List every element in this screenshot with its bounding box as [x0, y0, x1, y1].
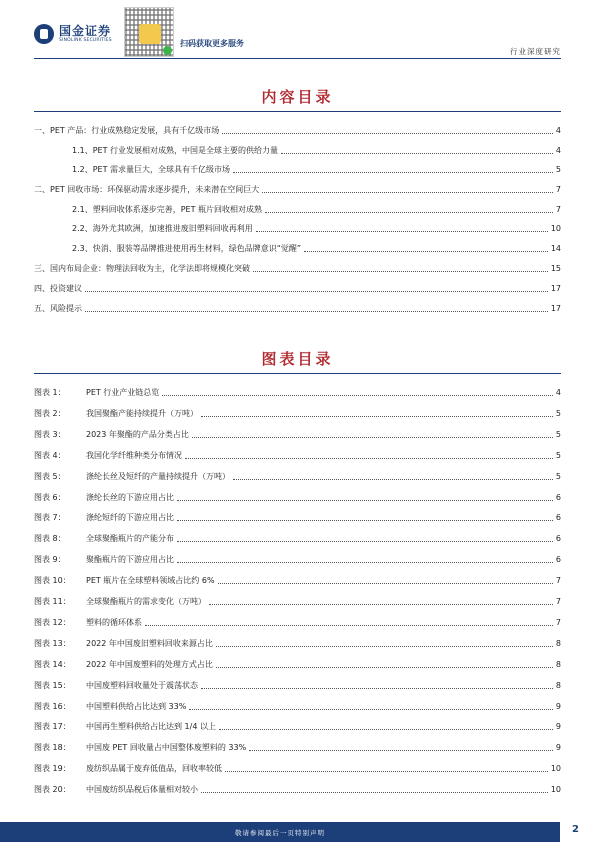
- figure-leader-dots: [177, 499, 553, 501]
- wechat-badge-icon: [163, 46, 172, 55]
- figure-leader-dots: [216, 645, 553, 647]
- company-logo: [34, 24, 112, 44]
- toc-entry-label: 1.1、PET 行业发展相对成熟，中国是全球主要的供给力量: [72, 146, 279, 155]
- toc-entry-label: 2.1、塑料回收体系逐步完善，PET 瓶片回收相对成熟: [72, 205, 263, 214]
- toc-entry-label: 一、PET 产品：行业成熟稳定发展，具有千亿级市场: [34, 126, 220, 135]
- toc-entry[interactable]: [34, 181, 561, 195]
- scan-service-label: 扫码获取更多服务: [180, 39, 244, 48]
- toc-leader-dots: [304, 250, 548, 252]
- logo-icon: [34, 24, 54, 44]
- toc-entry-label: 四、投资建议: [34, 284, 82, 293]
- figure-leader-dots: [233, 478, 553, 480]
- figure-leader-dots: [177, 519, 553, 521]
- figure-number: 图表 14：: [34, 659, 71, 669]
- toc-entry-label: 二、PET 回收市场：环保驱动需求逐步提升，未来潜在空间巨大: [34, 185, 260, 194]
- page-header: [0, 0, 595, 60]
- toc-entry-page: 17: [550, 304, 561, 313]
- toc-entry[interactable]: [72, 201, 561, 215]
- figure-entry[interactable]: [34, 447, 561, 461]
- figures-title-divider: [34, 373, 561, 374]
- toc-leader-dots: [233, 171, 553, 173]
- toc-entry-page: 14: [550, 244, 561, 253]
- figure-number: 图表 7：: [34, 513, 66, 523]
- page-number: 2: [572, 824, 579, 835]
- figure-title: PET 瓶片在全球塑料领域占比约 6%: [86, 576, 215, 586]
- figure-entry[interactable]: [34, 760, 561, 774]
- figure-entry[interactable]: [34, 426, 561, 440]
- figure-leader-dots: [219, 728, 553, 730]
- figure-title: 中国废塑料回收量处于震荡状态: [86, 680, 198, 690]
- figure-title: 2022 年中国废旧塑料回收来源占比: [86, 638, 213, 648]
- figure-leader-dots: [145, 624, 553, 626]
- figure-entry[interactable]: [34, 509, 561, 523]
- figure-entry[interactable]: [34, 635, 561, 649]
- figure-page: 9: [555, 743, 561, 753]
- toc-entry-page: 17: [550, 284, 561, 293]
- figure-number: 图表 19：: [34, 764, 71, 774]
- figure-page: 6: [555, 513, 561, 523]
- figure-page: 8: [555, 638, 561, 648]
- figure-page: 6: [555, 492, 561, 502]
- figure-number: 图表 4：: [34, 450, 66, 460]
- figure-title: 中国再生塑料供给占比达到 1/4 以上: [86, 722, 216, 732]
- figure-entry[interactable]: [34, 530, 561, 544]
- figure-leader-dots: [192, 436, 553, 438]
- footer-disclaimer: 敬请参阅最后一页特别声明: [235, 829, 325, 837]
- toc-title: 内容目录: [261, 88, 334, 106]
- toc-leader-dots: [85, 290, 548, 292]
- figure-title: PET 行业产业链总览: [86, 388, 160, 397]
- figure-page: 4: [555, 388, 561, 397]
- toc-entry[interactable]: [34, 280, 561, 294]
- figure-leader-dots: [185, 457, 553, 459]
- figure-page: 9: [555, 722, 561, 732]
- figure-page: 6: [555, 534, 561, 544]
- figure-entry[interactable]: [34, 468, 561, 482]
- toc-title-divider: [34, 111, 561, 112]
- figure-title: 全球聚酯瓶片的产能分布: [86, 534, 174, 544]
- logo-chinese-name: 国金证券: [59, 23, 112, 38]
- figures-title: 图表目录: [261, 350, 334, 368]
- figure-leader-dots: [201, 415, 553, 417]
- figure-number: 图表 2：: [34, 408, 66, 418]
- figure-entry[interactable]: [34, 551, 561, 565]
- toc-entry[interactable]: [72, 240, 561, 254]
- header-divider: [34, 58, 561, 59]
- toc-entry[interactable]: [34, 122, 561, 136]
- toc-leader-dots: [265, 211, 553, 213]
- toc-entry-page: 15: [550, 264, 561, 273]
- toc-leader-dots: [281, 152, 553, 154]
- figure-leader-dots: [177, 561, 553, 563]
- figure-number: 图表 6：: [34, 492, 66, 502]
- toc-entry[interactable]: [34, 260, 561, 274]
- figure-page: 5: [555, 471, 561, 481]
- figure-entry[interactable]: [34, 718, 561, 732]
- toc-leader-dots: [222, 132, 553, 134]
- figure-title: 涤纶长丝的下游应用占比: [86, 492, 174, 502]
- figure-entry[interactable]: [34, 384, 561, 398]
- figure-title: 废纺织品属于废弃低值品，回收率较低: [86, 764, 222, 774]
- figure-title: 塑料的循环体系: [86, 617, 142, 627]
- figure-entry[interactable]: [34, 489, 561, 503]
- figure-page: 8: [555, 659, 561, 669]
- figure-entry[interactable]: [34, 593, 561, 607]
- figure-page: 7: [555, 576, 561, 586]
- figure-page: 10: [550, 764, 561, 774]
- figure-leader-dots: [201, 791, 548, 793]
- figure-leader-dots: [249, 749, 553, 751]
- toc-entry[interactable]: [72, 220, 561, 234]
- figure-page: 5: [555, 429, 561, 439]
- figure-number: 图表 18：: [34, 743, 71, 753]
- figure-page: 5: [555, 408, 561, 418]
- figure-entry[interactable]: [34, 656, 561, 670]
- figure-page: 9: [555, 701, 561, 711]
- toc-leader-dots: [253, 270, 548, 272]
- figure-title: 涤纶长丝及短纤的产量持续提升（万吨）: [86, 471, 230, 481]
- toc-entry-page: 10: [550, 224, 561, 233]
- toc-entry-label: 2.2、海外尤其欧洲，加速推进废旧塑料回收再利用: [72, 224, 253, 233]
- figure-entry[interactable]: [34, 781, 561, 795]
- toc-entry-label: 1.2、PET 需求量巨大，全球具有千亿级市场: [72, 165, 231, 174]
- figure-entry[interactable]: [34, 405, 561, 419]
- figure-title: 涤纶短纤的下游应用占比: [86, 513, 174, 523]
- figure-title: 全球聚酯瓶片的需求变化（万吨）: [86, 597, 206, 606]
- figure-number: 图表 5：: [34, 471, 66, 481]
- figure-title: 我国聚酯产能持续提升（万吨）: [86, 408, 198, 418]
- figure-page: 7: [555, 597, 561, 606]
- figure-number: 图表 17：: [34, 722, 71, 732]
- toc-leader-dots: [256, 230, 548, 232]
- toc-leader-dots: [85, 310, 548, 312]
- figure-page: 5: [555, 450, 561, 460]
- figure-page: 10: [550, 785, 561, 795]
- figure-leader-dots: [201, 687, 553, 689]
- figure-page: 8: [555, 680, 561, 690]
- figure-entry[interactable]: [34, 739, 561, 753]
- figure-number: 图表 9：: [34, 555, 66, 565]
- figure-number: 图表 20：: [34, 785, 71, 795]
- figure-title: 中国废纺织品税后体量相对较小: [86, 785, 198, 795]
- toc-leader-dots: [262, 191, 553, 193]
- figure-leader-dots: [162, 394, 553, 396]
- figure-entry[interactable]: [34, 614, 561, 628]
- toc-entry-page: 7: [555, 185, 561, 194]
- figure-title: 中国塑料供给占比达到 33%: [86, 701, 187, 711]
- figure-entry[interactable]: [34, 572, 561, 586]
- figure-title: 聚酯瓶片的下游应用占比: [86, 555, 174, 565]
- figure-leader-dots: [209, 603, 553, 605]
- toc-entry-page: 5: [555, 165, 561, 174]
- toc-entry[interactable]: [72, 142, 561, 156]
- logo-english-name: SINOLINK SECURITIES: [59, 37, 112, 43]
- figure-title: 2023 年聚酯的产品分类占比: [86, 429, 189, 439]
- figure-number: 图表 13：: [34, 638, 71, 648]
- toc-entry-page: 4: [555, 146, 561, 155]
- figure-page: 7: [555, 617, 561, 627]
- figure-title: 中国废 PET 回收量占中国整体废塑料的 33%: [86, 743, 247, 753]
- figure-number: 图表 15：: [34, 680, 71, 690]
- report-type-label: 行业深度研究: [510, 47, 561, 56]
- toc-entry-label: 三、国内布局企业：物理法回收为主，化学法即将规模化突破: [34, 264, 250, 273]
- figure-page: 6: [555, 555, 561, 565]
- figure-leader-dots: [189, 708, 553, 710]
- figure-number: 图表 10：: [34, 576, 71, 586]
- figure-leader-dots: [216, 666, 553, 668]
- figure-entry[interactable]: [34, 698, 561, 712]
- figure-leader-dots: [218, 582, 553, 584]
- figure-number: 图表 8：: [34, 534, 66, 544]
- figure-number: 图表 11：: [34, 597, 71, 606]
- toc-entry[interactable]: [72, 161, 561, 175]
- figure-number: 图表 16：: [34, 701, 71, 711]
- figure-entry[interactable]: [34, 677, 561, 691]
- toc-entry-label: 五、风险提示: [34, 304, 82, 313]
- toc-entry-page: 4: [555, 126, 561, 135]
- toc-entry[interactable]: [34, 300, 561, 314]
- qr-code-icon[interactable]: [124, 7, 174, 57]
- figure-number: 图表 1：: [34, 388, 66, 397]
- figure-leader-dots: [225, 770, 548, 772]
- toc-entry-page: 7: [555, 205, 561, 214]
- figure-title: 2022 年中国废塑料的处理方式占比: [86, 659, 213, 669]
- figure-leader-dots: [177, 540, 553, 542]
- toc-entry-label: 2.3、快消、服装等品牌推进使用再生材料，绿色品牌意识“觉醒”: [72, 244, 302, 253]
- figure-number: 图表 12：: [34, 617, 71, 627]
- figure-title: 我国化学纤维种类分布情况: [86, 450, 182, 460]
- figure-number: 图表 3：: [34, 429, 66, 439]
